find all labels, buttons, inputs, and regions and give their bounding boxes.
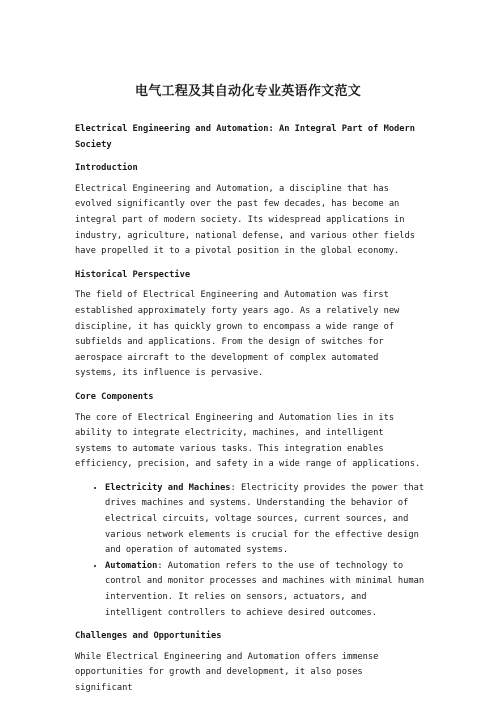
paragraph-historical: The field of Electrical Engineering and Automation was first established approximately forty years ago. As a relatively new discipline, it has quickly grown to encompass a wide range of subfields and applications. From the design of switches for aerospace aircraft to the development of complex automated systems, its influence is pervasive. — [75, 290, 400, 379]
essay-title: Electrical Engineering and Automation: An Integral Part of Modern Society — [75, 124, 415, 150]
list-item — [105, 481, 425, 559]
list-item — [105, 559, 425, 621]
essay-body — [75, 122, 425, 705]
document-title: 电气工程及其自动化专业英语作文范文 — [134, 84, 362, 99]
heading-challenges: Challenges and Opportunities — [75, 631, 222, 642]
paragraph-core: The core of Electrical Engineering and Automation lies in its ability to integrate electricity, machines, and intelligent systems to automate various tasks. This integration enables efficiency, precision, and safety in a wide range of applications. — [75, 412, 421, 470]
heading-historical: Historical Perspective — [75, 269, 191, 280]
paragraph-introduction: Electrical Engineering and Automation, a discipline that has evolved significantly over the past few decades, has become an integral part of modern society. Its widespread applications in industry, agriculture, national defense, and various other fields have propelled it to a pivotal position in the global economy. — [75, 183, 415, 257]
list-item-term: Automation — [105, 560, 158, 571]
core-list — [75, 481, 425, 621]
paragraph-challenges: While Electrical Engineering and Automation offers immense opportunities for growth and development, it also poses significant — [75, 651, 379, 693]
list-item-text: : Automation refers to the use of technology to control and monitor processes and machines with minimal human intervention. It relies on sensors, actuators, and intelligent controllers to achieve desired outcomes. — [105, 560, 425, 618]
list-item-term: Electricity and Machines — [105, 482, 231, 493]
heading-introduction: Introduction — [75, 163, 138, 174]
list-item-text: : Electricity provides the power that drives machines and systems. Understanding the behavior of electrical circuits, voltage sources, current sources, and various network elements is crucial for the effective design and operation of automated systems. — [105, 482, 425, 556]
heading-core: Core Components — [75, 391, 154, 402]
